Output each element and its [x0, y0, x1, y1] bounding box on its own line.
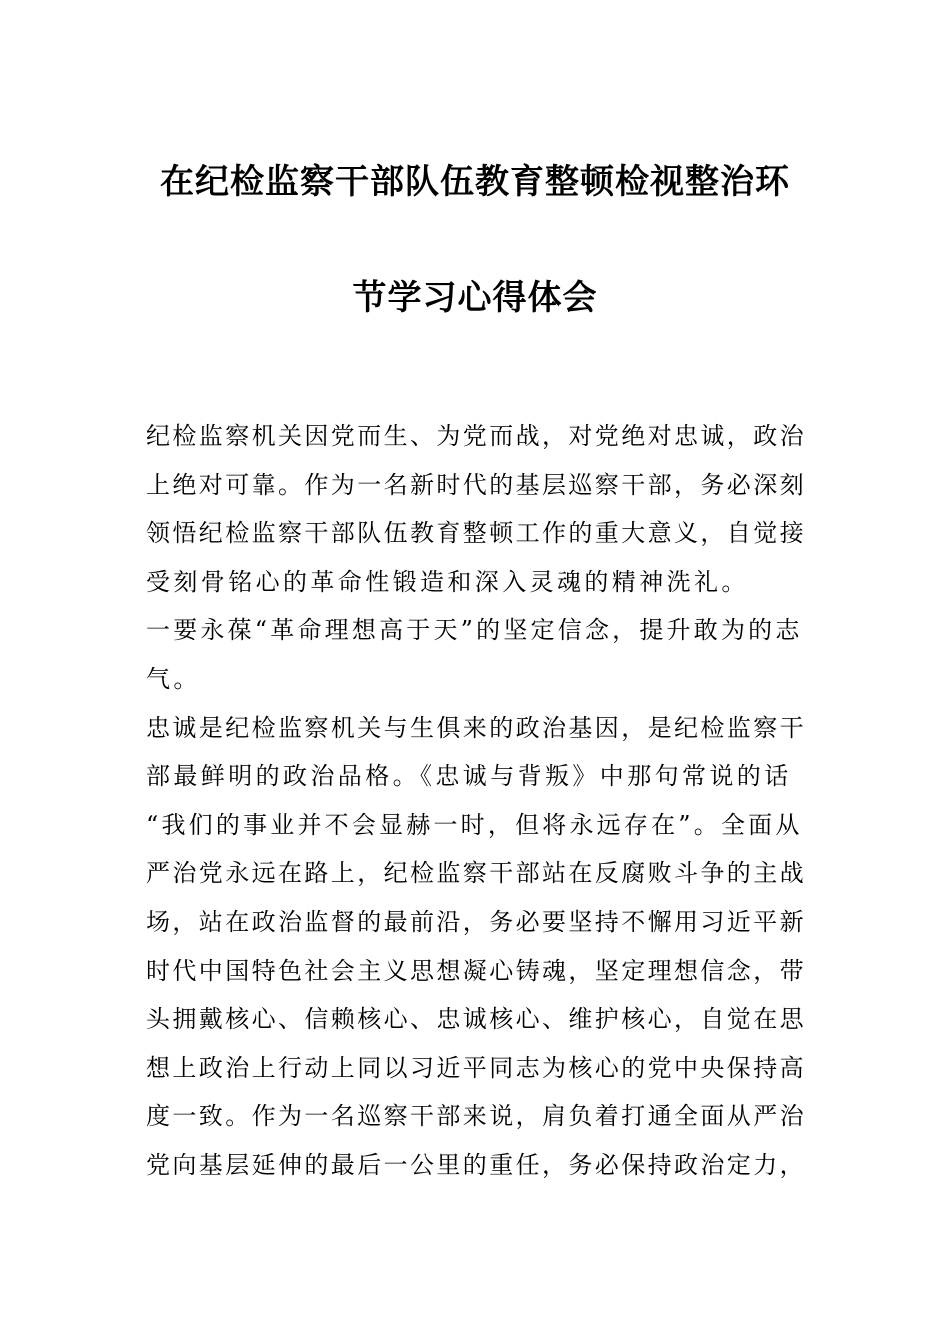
document-title-line-1: 在纪检监察干部队伍教育整顿检视整治环: [160, 162, 790, 202]
body-line: 场，站在政治监督的最前沿，务必要坚持不懈用习近平新: [146, 907, 806, 936]
paragraph-intro: [146, 412, 806, 606]
body-line: 一要永葆“革命理想高于天”的坚定信念，提升敢为的志: [146, 616, 803, 645]
document-body: [146, 412, 806, 1190]
body-line: “我们的事业并不会显赫一时，但将永远存在”。全面从: [146, 810, 803, 839]
body-line: 气。: [146, 664, 201, 693]
body-line: 部最鲜明的政治品格。《忠诚与背叛》中那句常说的话: [146, 762, 792, 791]
paragraph-loyalty: [146, 704, 806, 1190]
body-line: 党向基层延伸的最后一公里的重任，务必保持政治定力，: [146, 1150, 806, 1179]
body-line: 头拥戴核心、信赖核心、忠诚核心、维护核心，自觉在思: [146, 1005, 806, 1034]
body-line: 忠诚是纪检监察机关与生俱来的政治基因，是纪检监察干: [146, 713, 806, 742]
body-line: 领悟纪检监察干部队伍教育整顿工作的重大意义，自觉接: [146, 519, 806, 548]
body-line: 度一致。作为一名巡察干部来说，肩负着打通全面从严治: [146, 1102, 806, 1131]
body-line: 上绝对可靠。作为一名新时代的基层巡察干部，务必深刻: [146, 470, 806, 499]
body-line: 严治党永远在路上，纪检监察干部站在反腐败斗争的主战: [146, 859, 806, 888]
body-line: 纪检监察机关因党而生、为党而战，对党绝对忠诚，政治: [146, 422, 806, 450]
body-line: 想上政治上行动上同以习近平同志为核心的党中央保持高: [146, 1053, 806, 1082]
body-line: 时代中国特色社会主义思想凝心铸魂，坚定理想信念，带: [146, 956, 806, 985]
body-line: 受刻骨铭心的革命性锻造和深入灵魂的精神洗礼。: [146, 567, 749, 596]
paragraph-heading-1: [146, 606, 806, 703]
document-title-line-2: 节学习心得体会: [352, 278, 598, 318]
